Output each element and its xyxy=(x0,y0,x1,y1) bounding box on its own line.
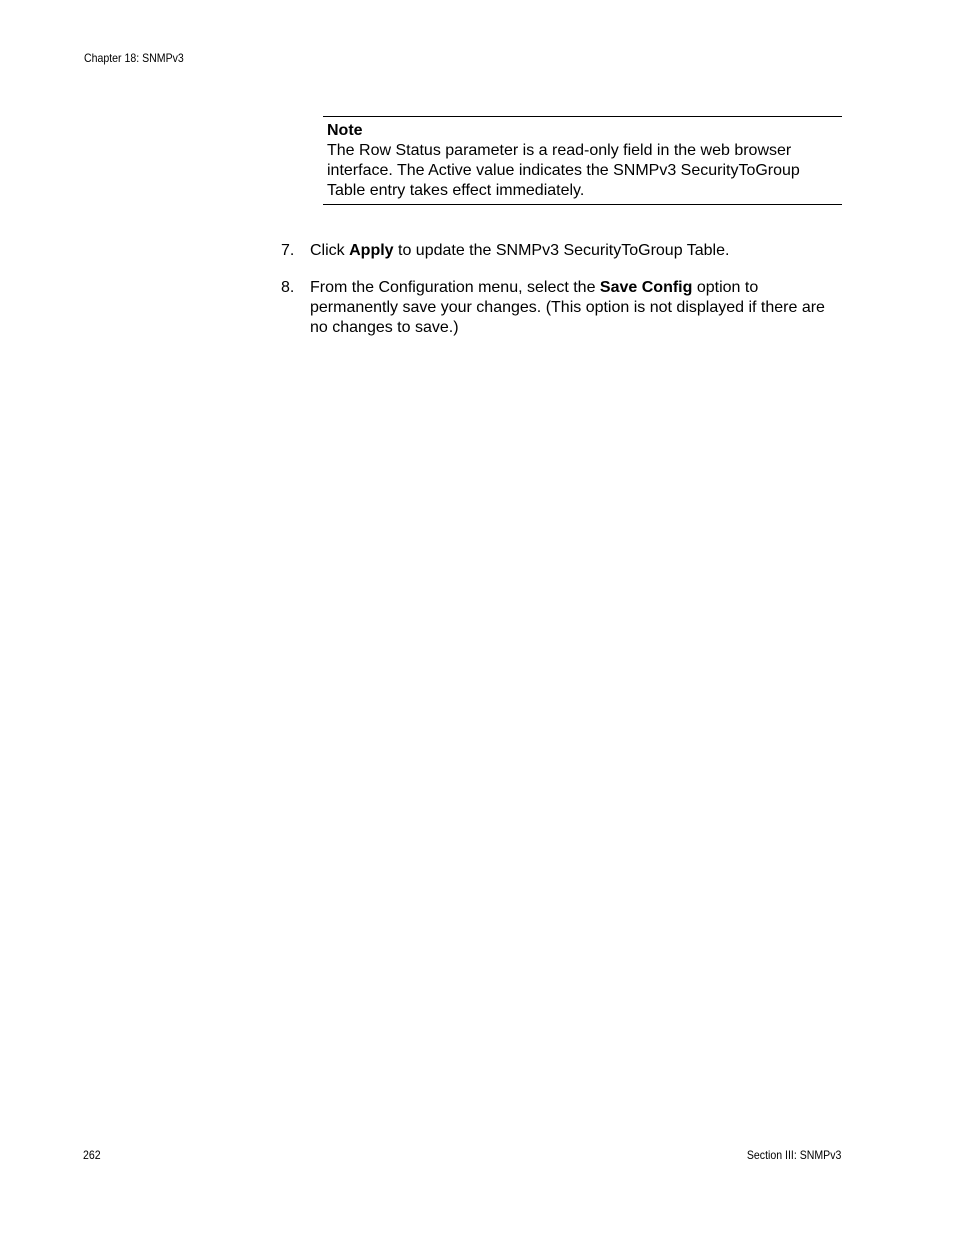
note-body: The Row Status parameter is a read-only field in the web browser interface. The Active value indicates the SNMPv3 SecurityToGroup Table entry takes effect immediately. xyxy=(327,142,800,199)
running-header-chapter: Chapter 18: SNMPv3 xyxy=(84,51,184,65)
step-text-bold: Apply xyxy=(349,242,394,259)
step-8 xyxy=(281,278,842,338)
step-text-post: to update the SNMPv3 SecurityToGroup Table. xyxy=(393,242,730,259)
step-text xyxy=(310,278,842,338)
step-text xyxy=(310,241,842,261)
step-text-pre: Click xyxy=(310,242,350,259)
note-title: Note xyxy=(327,122,363,139)
running-footer-section: Section III: SNMPv3 xyxy=(746,1148,841,1162)
step-text-pre: From the Configuration menu, select the xyxy=(310,279,600,296)
step-text-bold: Save Config xyxy=(599,279,693,296)
step-text-post: option to permanently save your changes. (This option is not displayed if there are no changes to save.) xyxy=(310,279,825,336)
procedure-steps xyxy=(281,241,842,355)
step-7 xyxy=(281,241,842,261)
step-number: 7. xyxy=(281,242,295,259)
note-box xyxy=(323,116,842,205)
step-number: 8. xyxy=(281,279,295,296)
page-number: 262 xyxy=(83,1148,101,1162)
